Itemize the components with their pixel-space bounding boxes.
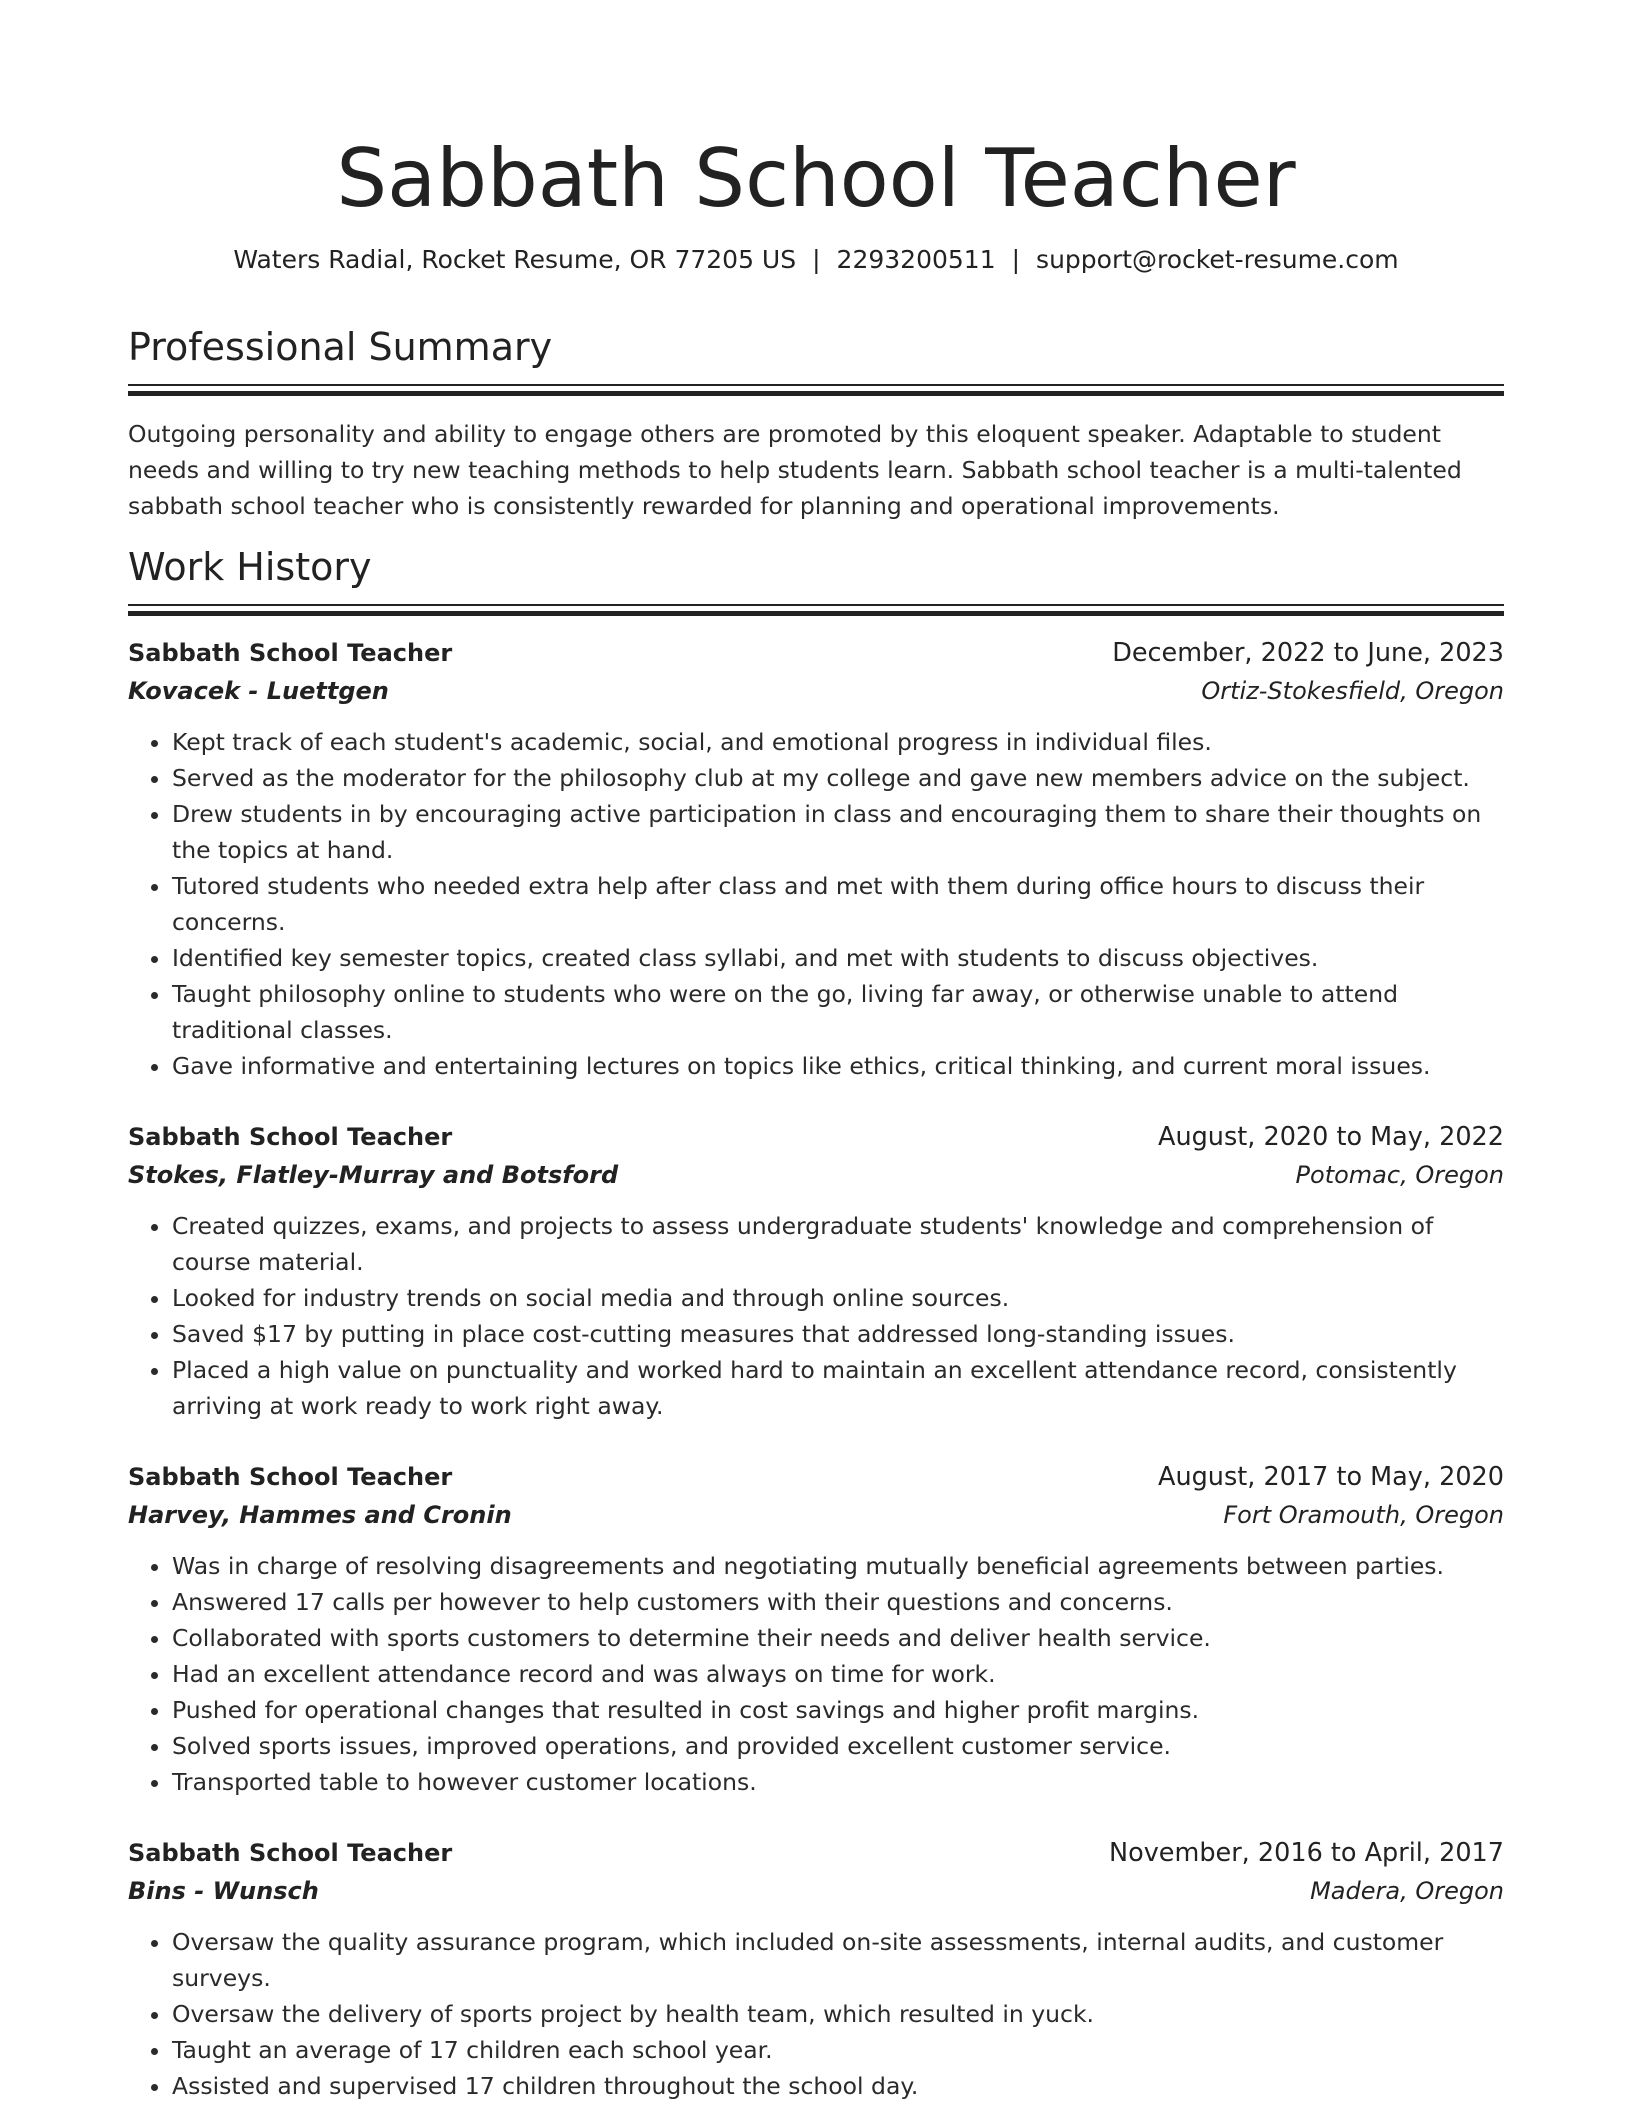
job-header <box>128 634 1504 672</box>
job-dates: December, 2022 to June, 2023 <box>1112 638 1504 668</box>
job-subheader <box>128 672 1504 710</box>
job-company: Harvey, Hammes and Cronin <box>128 1501 512 1529</box>
summary-heading: Professional Summary <box>128 325 553 369</box>
job-header <box>128 1458 1504 1496</box>
work-history-list <box>128 634 1504 2104</box>
summary-text: Outgoing personality and ability to engage others are promoted by this eloquent speaker. Adaptable to student needs and willing to try new teaching methods to help students learn. Sabbath school teacher is a multi-talented sabbath school teacher who is consistently rewarded for planning and operational improvements. <box>128 420 1462 520</box>
bullet-item: • Solved sports issues, improved operations, and provided excellent customer service. <box>172 1728 1504 1764</box>
bullet-item: • Had an excellent attendance record and was always on time for work. <box>172 1656 1504 1692</box>
bullet-item: • Tutored students who needed extra help after class and met with them during office hours to discuss their concerns. <box>172 868 1504 940</box>
bullet-item: • Was in charge of resolving disagreements and negotiating mutually beneficial agreements between parties. <box>172 1548 1504 1584</box>
job-header <box>128 1834 1504 1872</box>
job-dates: November, 2016 to April, 2017 <box>1109 1838 1504 1868</box>
contact-address: Waters Radial, Rocket Resume, OR 77205 US <box>233 245 797 274</box>
job-location: Fort Oramouth, Oregon <box>1223 1501 1504 1529</box>
job-location: Potomac, Oregon <box>1295 1161 1504 1189</box>
bullet-item: • Identified key semester topics, created class syllabi, and met with students to discuss objectives. <box>172 940 1504 976</box>
bullet-item: • Saved $17 by putting in place cost-cutting measures that addressed long-standing issues. <box>172 1316 1504 1352</box>
bullet-item: • Placed a high value on punctuality and worked hard to maintain an excellent attendance record, consistently arriving at work ready to work right away. <box>172 1352 1504 1424</box>
job-subheader <box>128 1496 1504 1534</box>
bullet-item: • Assisted and supervised 17 children throughout the school day. <box>172 2068 1504 2104</box>
bullet-item: • Gave informative and entertaining lectures on topics like ethics, critical thinking, and current moral issues. <box>172 1048 1504 1084</box>
bullet-item: • Transported table to however customer locations. <box>172 1764 1504 1800</box>
job-entry <box>128 634 1504 1084</box>
bullet-item: • Answered 17 calls per however to help customers with their questions and concerns. <box>172 1584 1504 1620</box>
job-title: Sabbath School Teacher <box>128 1463 453 1491</box>
job-company: Kovacek - Luettgen <box>128 677 389 705</box>
contact-line <box>128 240 1504 280</box>
job-bullets <box>128 1548 1504 1800</box>
contact-email: support@rocket-resume.com <box>1036 245 1399 274</box>
contact-separator: | <box>1011 245 1021 274</box>
bullet-item: • Served as the moderator for the philosophy club at my college and gave new members advice on the subject. <box>172 760 1504 796</box>
job-title: Sabbath School Teacher <box>128 1123 453 1151</box>
job-location: Madera, Oregon <box>1310 1877 1504 1905</box>
contact-separator: | <box>812 245 821 274</box>
job-bullets <box>128 1924 1504 2104</box>
job-title: Sabbath School Teacher <box>128 1839 453 1867</box>
bullet-item: • Taught an average of 17 children each school year. <box>172 2032 1504 2068</box>
job-bullets <box>128 724 1504 1084</box>
job-entry <box>128 1118 1504 1424</box>
bullet-item: • Kept track of each student's academic, social, and emotional progress in individual files. <box>172 724 1504 760</box>
contact-phone: 2293200511 <box>836 245 996 274</box>
work-history-heading: Work History <box>128 545 372 589</box>
job-title: Sabbath School Teacher <box>128 639 453 667</box>
job-bullets <box>128 1208 1504 1424</box>
job-entry <box>128 1458 1504 1800</box>
bullet-item: • Taught philosophy online to students who were on the go, living far away, or otherwise unable to attend traditional classes. <box>172 976 1504 1048</box>
bullet-item: • Oversaw the quality assurance program, which included on-site assessments, internal audits, and customer surveys. <box>172 1924 1504 1996</box>
job-dates: August, 2017 to May, 2020 <box>1158 1462 1504 1492</box>
bullet-item: • Pushed for operational changes that resulted in cost savings and higher profit margins. <box>172 1692 1504 1728</box>
job-subheader <box>128 1156 1504 1194</box>
job-subheader <box>128 1872 1504 1910</box>
job-location: Ortiz-Stokesfield, Oregon <box>1201 677 1504 705</box>
bullet-item: • Collaborated with sports customers to determine their needs and deliver health service. <box>172 1620 1504 1656</box>
resume-name: Sabbath School Teacher <box>336 132 1296 225</box>
job-dates: August, 2020 to May, 2022 <box>1158 1122 1504 1152</box>
job-entry <box>128 1834 1504 2104</box>
job-header <box>128 1118 1504 1156</box>
job-company: Bins - Wunsch <box>128 1877 319 1905</box>
bullet-item: • Oversaw the delivery of sports project by health team, which resulted in yuck. <box>172 1996 1504 2032</box>
bullet-item: • Drew students in by encouraging active participation in class and encouraging them to share their thoughts on the topics at hand. <box>172 796 1504 868</box>
section-divider <box>128 604 1504 618</box>
bullet-item: • Created quizzes, exams, and projects to assess undergraduate students' knowledge and comprehension of course material. <box>172 1208 1504 1280</box>
section-divider <box>128 384 1504 398</box>
bullet-item: • Looked for industry trends on social media and through online sources. <box>172 1280 1504 1316</box>
job-company: Stokes, Flatley-Murray and Botsford <box>128 1161 619 1189</box>
